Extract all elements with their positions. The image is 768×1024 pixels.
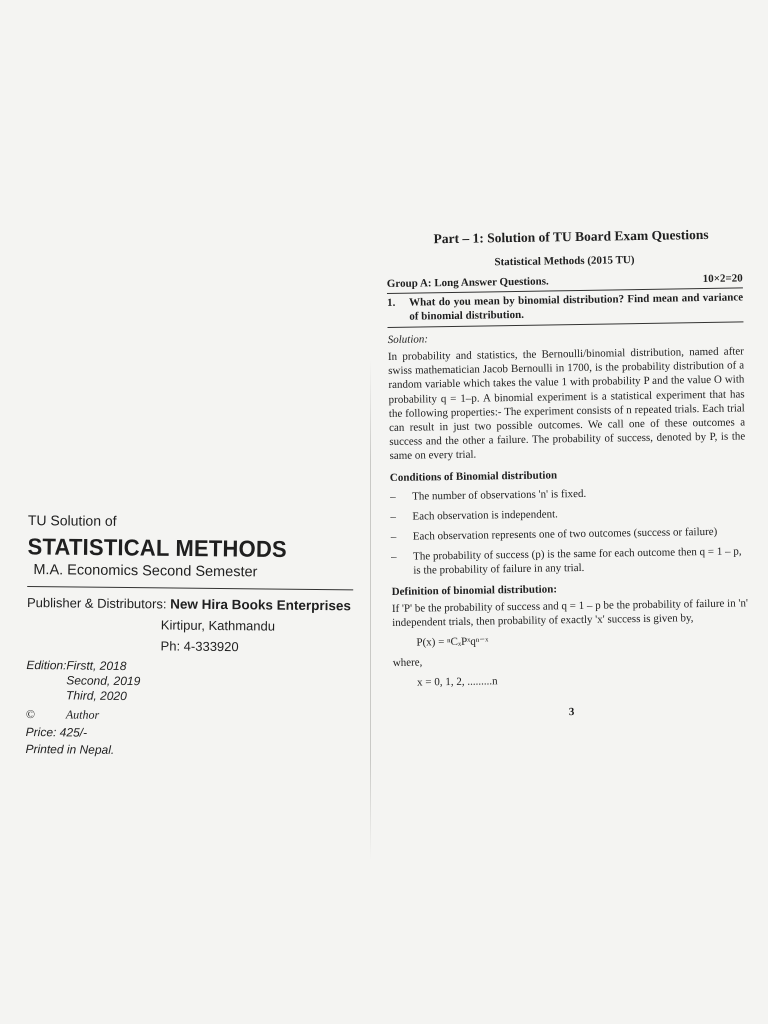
book-title: STATISTICAL METHODS: [27, 533, 288, 563]
book-subtitle: M.A. Economics Second Semester: [33, 562, 258, 581]
conditions-heading: Conditions of Binomial distribution: [389, 468, 558, 484]
left-page: [0, 0, 372, 1024]
edition-second: Second, 2019: [66, 673, 141, 689]
list-item: [391, 544, 747, 578]
list-item: [390, 504, 746, 524]
dash-icon: –: [391, 550, 397, 563]
edition-third: Third, 2020: [66, 688, 127, 704]
edition-label: Edition:: [26, 657, 67, 673]
exam-title: Statistical Methods (2015 TU): [494, 254, 635, 269]
condition-text: Each observation is independent.: [412, 507, 558, 523]
question-number: 1.: [387, 296, 396, 309]
definition-paragraph: If 'P' be the probability of success and q = 1 – p be the probability of failure in 'n' independent trials, then probability of exactly 'x' success is given by,: [391, 596, 748, 629]
page-number: 3: [568, 706, 575, 719]
question-row: [387, 288, 743, 328]
dash-icon: –: [390, 510, 397, 523]
copyright-icon: ©: [25, 706, 36, 722]
book-spine: [370, 360, 371, 860]
edition-first: Firstt, 2018: [66, 658, 127, 674]
x-range: x = 0, 1, 2, .........n: [416, 675, 498, 689]
publisher-address: Kirtipur, Kathmandu: [160, 617, 276, 634]
list-item: [391, 524, 747, 544]
right-page: [372, 0, 768, 1024]
printed-location: Printed in Nepal.: [25, 741, 115, 757]
copyright-row: [26, 707, 366, 726]
series-line: TU Solution of: [27, 512, 117, 529]
copyright-holder: Author: [65, 707, 100, 722]
definition-heading: Definition of binomial distribution:: [391, 582, 558, 598]
edition-block: [26, 658, 366, 707]
question-text: What do you mean by binomial distribution? Find mean and variance of binomial distribution.: [409, 291, 744, 323]
divider: [27, 586, 353, 590]
condition-text: Each observation represents one of two outcomes (success or failure): [412, 525, 718, 543]
where-label: where,: [392, 656, 423, 669]
publisher-line: [27, 595, 367, 614]
marks: 10×2=20: [702, 272, 743, 286]
publisher-phone: Ph: 4-333920: [160, 638, 239, 655]
intro-paragraph: In probability and statistics, the Bernoulli/binomial distribution, named after swiss mathematician Jacob Bernoulli in 1700, is the probability distribution of a random variable which takes the value 1 with probability P and the value O with probability q = 1–p. A binomial experiment is a statistical experiment that has the following properties:- The experiment consists of n repeated trials. Each trial can result in just two possible outcomes. We call one of these outcomes a success and the other a failure. The probability of success, denoted by P, is the same on every trial.: [387, 345, 746, 463]
price: Price: 425/-: [25, 724, 88, 740]
publisher-name: New Hira Books Enterprises: [170, 596, 352, 614]
part-heading: Part – 1: Solution of TU Board Exam Questions: [433, 226, 709, 247]
dash-icon: –: [390, 530, 397, 543]
list-item: [390, 484, 746, 504]
dash-icon: –: [390, 490, 396, 503]
condition-text: The number of observations 'n' is fixed.: [412, 487, 587, 503]
group-label: Group A: Long Answer Questions.: [386, 275, 549, 290]
edition-row: [26, 688, 366, 707]
condition-text: The probability of success (p) is the same for each outcome then q = 1 – p, is the probability of failure in any trial.: [413, 545, 742, 577]
conditions-list: [390, 484, 747, 578]
binomial-formula: P(x) = ⁿCₓPˣqⁿ⁻ˣ: [416, 635, 489, 649]
page-content: [386, 226, 750, 721]
solution-label: Solution:: [387, 333, 429, 346]
publisher-label: Publisher & Distributors:: [26, 594, 167, 612]
imprint-block: [25, 512, 368, 760]
